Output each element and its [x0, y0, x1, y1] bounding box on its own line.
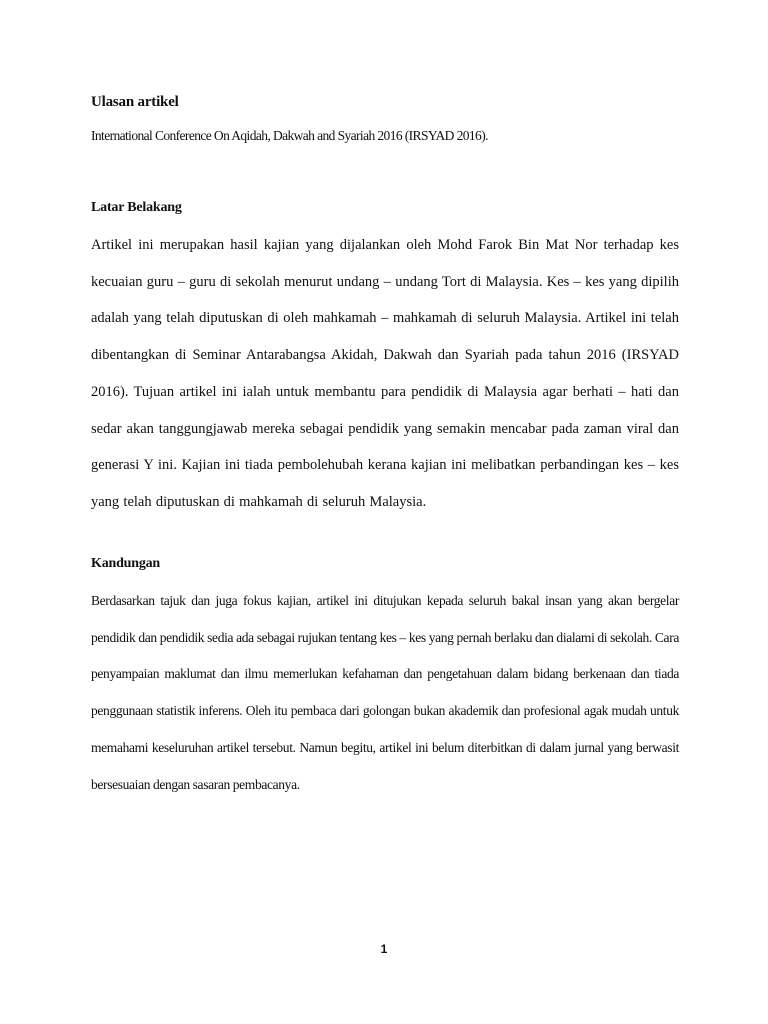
document-title: Ulasan artikel [91, 94, 179, 110]
section-heading-kandungan: Kandungan [91, 556, 161, 571]
section-body-kandungan: Berdasarkan tajuk dan juga fokus kajian, artikel ini ditujukan kepada seluruh bakal insan yang akan bergelar pendidik dan pendidik sedia ada sebagai rujukan tentang kes – kes yang pernah berlaku dan dialami di sekolah. Cara penyampaian maklumat dan ilmu memerlukan kefahaman dan pengetahuan dalam bidang berkenaan dan tiada penggunaan statistik inferens. Oleh itu pembaca dari golongan bukan akademik dan profesional agak mudah untuk memahami keseluruhan artikel tersebut. Namun begitu, artikel ini belum diterbitkan di dalam jurnal yang berwasit bersesuaian dengan sasaran pembacanya. [91, 593, 679, 792]
document-subtitle: International Conference On Aqidah, Dakwah and Syariah 2016 (IRSYAD 2016). [91, 128, 488, 143]
section-heading-latar-belakang: Latar Belakang [91, 200, 182, 215]
page-number: 1 [380, 942, 388, 956]
section-body-latar-belakang: Artikel ini merupakan hasil kajian yang dijalankan oleh Mohd Farok Bin Mat Nor terhadap kes kecuaian guru – guru di sekolah menurut undang – undang Tort di Malaysia. Kes – kes yang dipilih adalah yang telah diputuskan di oleh mahkamah – mahkamah di seluruh Malaysia. Artikel ini telah dibentangkan di Seminar Antarabangsa Akidah, Dakwah dan Syariah pada tahun 2016 (IRSYAD 2016). Tujuan artikel ini ialah untuk membantu para pendidik di Malaysia agar berhati – hati dan sedar akan tanggungjawab mereka sebagai pendidik yang semakin mencabar pada zaman viral dan generasi Y ini. Kajian ini tiada pembolehubah kerana kajian ini melibatkan perbandingan kes – kes yang telah diputuskan di mahkamah di seluruh Malaysia. [91, 237, 679, 510]
